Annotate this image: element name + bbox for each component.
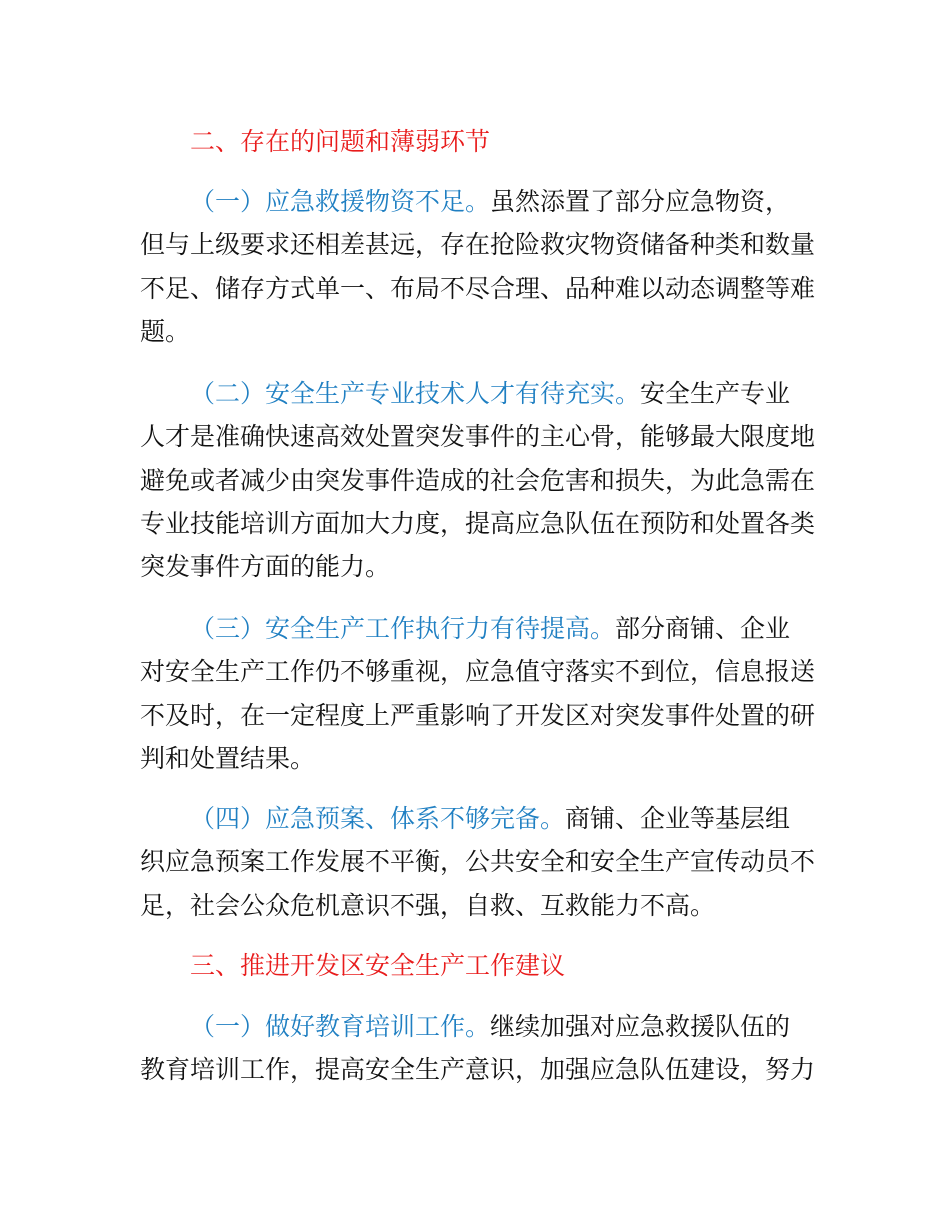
- paragraph: [140, 797, 816, 927]
- paragraph-text: 部分商铺、企业: [615, 614, 791, 643]
- paragraph: [140, 1005, 816, 1092]
- paragraph-lead: （一）做好教育培训工作。: [190, 1012, 491, 1041]
- paragraph-line: 足，社会公众危机意识不强，自救、互救能力不高。: [140, 890, 716, 920]
- paragraph-line: 对安全生产工作仍不够重视，应急值守落实不到位，信息报送: [140, 657, 816, 687]
- paragraph-lead: （二）安全生产专业技术人才有待充实。: [190, 379, 641, 408]
- paragraph-lead: （一）应急救援物资不足。: [190, 187, 491, 216]
- paragraph-line: 不及时，在一定程度上严重影响了开发区对突发事件处置的研: [140, 700, 816, 730]
- paragraph: [140, 180, 816, 353]
- paragraph-first-line: [140, 1005, 812, 1048]
- paragraph-line: 突发事件方面的能力。: [140, 552, 391, 582]
- paragraph-first-line: [140, 372, 812, 415]
- section-heading: 二、存在的问题和薄弱环节: [190, 127, 491, 156]
- paragraph-text: 安全生产专业: [640, 379, 791, 408]
- paragraph-text: 继续加强对应急救援队伍的: [490, 1012, 791, 1041]
- paragraph-line: 题。: [140, 316, 191, 346]
- paragraph-line: 判和处置结果。: [140, 743, 316, 773]
- paragraph-line: 但与上级要求还相差甚远，存在抢险救灾物资储备种类和数量: [140, 230, 816, 260]
- paragraph-text: 商铺、企业等基层组: [565, 804, 791, 833]
- paragraph: [140, 607, 816, 780]
- paragraph-line: 专业技能培训方面加大力度，提高应急队伍在预防和处置各类: [140, 508, 816, 538]
- paragraph: [140, 372, 816, 588]
- paragraph-lead: （四）应急预案、体系不够完备。: [190, 804, 566, 833]
- paragraph-first-line: [140, 180, 812, 223]
- paragraph-lead: （三）安全生产工作执行力有待提高。: [190, 614, 616, 643]
- section-heading: 三、推进开发区安全生产工作建议: [190, 951, 566, 980]
- paragraph-line: 不足、储存方式单一、布局不尽合理、品种难以动态调整等难: [140, 273, 816, 303]
- paragraph-line: 教育培训工作，提高安全生产意识，加强应急队伍建设，努力: [140, 1055, 816, 1085]
- paragraph-line: 织应急预案工作发展不平衡，公共安全和安全生产宣传动员不: [140, 847, 816, 877]
- paragraph-line: 人才是准确快速高效处置突发事件的主心骨，能够最大限度地: [140, 422, 816, 452]
- paragraph-first-line: [140, 607, 812, 650]
- paragraph-text: 虽然添置了部分应急物资，: [490, 187, 791, 216]
- paragraph-line: 避免或者减少由突发事件造成的社会危害和损失，为此急需在: [140, 465, 816, 495]
- paragraph-first-line: [140, 797, 812, 840]
